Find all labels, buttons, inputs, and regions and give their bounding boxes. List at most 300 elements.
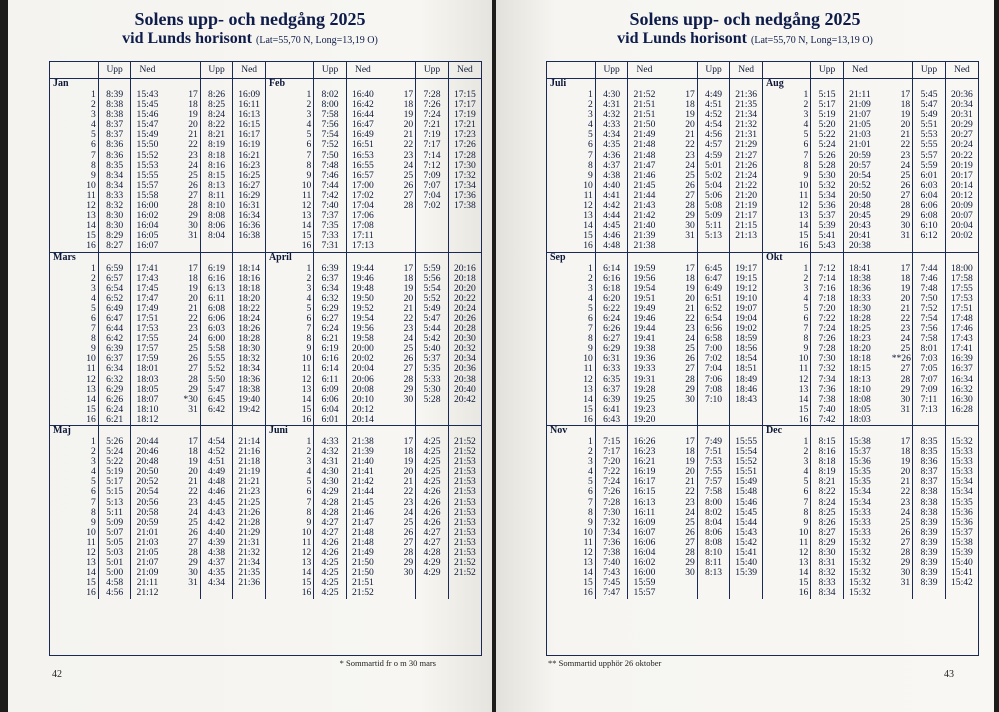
cell-blank [762, 274, 798, 284]
sunrise-time: 4:48 [595, 241, 628, 252]
cell-blank [164, 231, 180, 241]
sun-table-frame [49, 61, 482, 656]
cell-blank [379, 538, 395, 548]
sunrise-time: 6:04 [314, 405, 347, 415]
sunset-time: 17:19 [448, 110, 481, 120]
day-number: 8 [803, 160, 809, 171]
sunrise-time: 8:25 [200, 100, 233, 110]
sunrise-time: 6:03 [200, 324, 233, 334]
day-number: 2 [588, 447, 593, 458]
cell-blank [233, 426, 266, 438]
day-number: 11 [86, 537, 96, 548]
sunset-time: 16:44 [346, 110, 379, 120]
sunset-time: 18:18 [843, 354, 876, 364]
sunrise-time: 7:26 [595, 487, 628, 497]
cell-blank [661, 364, 677, 374]
cell-blank [913, 252, 946, 264]
header-blank [676, 62, 697, 79]
cell-blank [876, 548, 892, 558]
sunrise-time: 7:58 [697, 487, 730, 497]
sunset-time: 21:48 [628, 140, 661, 150]
sunset-time: 21:48 [346, 528, 379, 538]
sunset-time: 19:44 [346, 264, 379, 274]
sunset-time: 16:00 [628, 568, 661, 578]
cell-blank [876, 415, 892, 426]
table-row [50, 264, 481, 274]
cell-blank [265, 558, 301, 568]
cell-blank [50, 231, 86, 241]
day-number: 22 [188, 313, 198, 324]
day-number: 5 [91, 303, 96, 314]
cell-blank [50, 264, 86, 274]
cell-blank [265, 191, 301, 201]
cell-blank [233, 241, 266, 252]
sunrise-time: 7:14 [416, 151, 449, 161]
cell-blank [50, 181, 86, 191]
sunset-time: 21:17 [730, 211, 763, 221]
cell-blank [379, 508, 395, 518]
sunrise-time: 6:19 [200, 264, 233, 274]
sunrise-time: 6:24 [98, 405, 131, 415]
cell-blank [676, 252, 697, 264]
cell-blank [50, 314, 86, 324]
sun-table-frame [546, 61, 979, 656]
day-number: 7 [91, 497, 96, 508]
cell-blank [876, 487, 892, 497]
sunset-time: 20:38 [843, 241, 876, 252]
cell-blank [876, 375, 892, 385]
day-number: 28 [188, 548, 198, 559]
header-blank [265, 62, 301, 79]
day-number: 6 [91, 487, 96, 498]
day-number: 5 [803, 303, 809, 314]
cell-blank [661, 100, 677, 110]
sunset-time: 19:41 [628, 334, 661, 344]
cell-blank [379, 90, 395, 100]
sunset-time: 21:43 [628, 201, 661, 211]
day-number: 3 [91, 457, 96, 468]
cell-blank [395, 588, 416, 598]
day-number: 26 [188, 354, 198, 365]
sunrise-time: 6:47 [98, 314, 131, 324]
cell-blank [379, 487, 395, 497]
cell-blank [547, 558, 583, 568]
cell-blank [50, 90, 86, 100]
sunset-time: 21:52 [628, 90, 661, 100]
sunrise-time: 6:09 [314, 385, 347, 395]
day-number: 24 [188, 334, 198, 345]
day-number: 24 [188, 160, 198, 171]
cell-blank [379, 140, 395, 150]
sunrise-time: 4:54 [697, 120, 730, 130]
header-down: Ned [730, 62, 763, 79]
sunset-time: 21:19 [730, 201, 763, 211]
table-row [547, 130, 978, 140]
sunset-time: 15:32 [843, 558, 876, 568]
sunrise-time: 8:34 [811, 588, 844, 598]
sunset-time: 21:53 [448, 477, 481, 487]
day-number: 23 [403, 497, 414, 508]
sunset-time: 21:44 [346, 487, 379, 497]
sunset-time: 21:15 [730, 221, 763, 231]
cell-blank [798, 252, 811, 264]
sunrise-time: 5:19 [811, 110, 844, 120]
sunrise-time: 7:28 [811, 344, 844, 354]
cell-blank [265, 578, 301, 588]
sunset-time: 16:19 [233, 140, 266, 150]
table-row [50, 151, 481, 161]
cell-blank [233, 79, 266, 91]
cell-blank [547, 171, 583, 181]
sunset-time: 15:37 [945, 528, 978, 538]
sunrise-time: 6:24 [314, 324, 347, 334]
cell-blank [164, 415, 180, 426]
cell-blank [762, 568, 798, 578]
day-number: 22 [685, 313, 695, 324]
day-number: 15 [301, 578, 312, 589]
month-name-row [50, 79, 481, 91]
cell-blank [628, 426, 661, 438]
day-number: 8 [306, 334, 312, 345]
day-number: 18 [900, 100, 911, 111]
day-number: 11 [302, 364, 312, 375]
sunrise-time: 6:42 [98, 334, 131, 344]
sunset-time: 16:30 [945, 395, 978, 405]
sunrise-time: 7:44 [913, 264, 946, 274]
sunrise-time: 4:32 [314, 447, 347, 457]
day-number: 28 [403, 201, 414, 212]
cell-blank [265, 314, 301, 324]
day-number: 11 [302, 190, 312, 201]
cell-blank [876, 364, 892, 374]
cell-blank [448, 211, 481, 221]
day-number: 7 [91, 150, 96, 161]
day-number: 31 [188, 404, 198, 415]
cell-blank [876, 264, 892, 274]
table-row [50, 120, 481, 130]
sunset-time: 21:29 [730, 140, 763, 150]
sunset-time: 15:35 [843, 477, 876, 487]
sunrise-time: 5:28 [416, 395, 449, 405]
day-number: 19 [188, 457, 198, 468]
sunset-time: 16:17 [628, 477, 661, 487]
cell-blank [265, 457, 301, 467]
day-number: 2 [306, 447, 312, 458]
cell-blank [379, 304, 395, 314]
cell-blank [50, 568, 86, 578]
sunset-time: 16:02 [131, 211, 164, 221]
day-number: 24 [403, 507, 414, 518]
cell-blank [164, 90, 180, 100]
cell-blank [379, 588, 395, 598]
sunset-time: 19:56 [628, 274, 661, 284]
cell-blank [547, 264, 583, 274]
cell-blank [164, 110, 180, 120]
sunrise-time: 8:30 [811, 548, 844, 558]
sunrise-time: 7:24 [811, 324, 844, 334]
sunrise-time: 7:43 [595, 568, 628, 578]
day-number: 12 [301, 548, 312, 559]
sunrise-time: 5:17 [98, 477, 131, 487]
sunset-time: 21:09 [131, 568, 164, 578]
day-number: 6 [803, 487, 809, 498]
sunset-time: 15:59 [628, 578, 661, 588]
sunrise-time: 7:36 [595, 538, 628, 548]
sunset-time: 20:54 [843, 171, 876, 181]
cell-blank [164, 171, 180, 181]
day-number: 12 [798, 374, 809, 385]
cell-blank [416, 252, 449, 264]
day-number: 17 [403, 90, 414, 100]
sunrise-time: 6:26 [98, 395, 131, 405]
day-number: 24 [900, 160, 911, 171]
table-row [547, 385, 978, 395]
cell-blank [547, 498, 583, 508]
day-number: 15 [86, 231, 96, 242]
sunset-time: 15:42 [945, 578, 978, 588]
cell-blank [697, 252, 730, 264]
day-number: 30 [900, 568, 911, 579]
day-number: 21 [188, 303, 198, 314]
sunrise-time: 8:04 [697, 518, 730, 528]
table-row [547, 191, 978, 201]
day-number: 16 [798, 241, 809, 252]
day-number: 30 [685, 394, 695, 405]
table-row [547, 264, 978, 274]
cell-blank [50, 151, 86, 161]
cell-blank [395, 241, 416, 252]
day-number: 23 [900, 150, 911, 161]
sunset-time: 21:22 [730, 181, 763, 191]
sunrise-time: 6:20 [595, 294, 628, 304]
cell-blank [50, 241, 86, 252]
sunrise-time: 4:52 [200, 447, 233, 457]
day-number: 8 [91, 507, 96, 518]
sunset-time: 21:27 [730, 151, 763, 161]
cell-blank [762, 264, 798, 274]
day-number: 11 [583, 537, 593, 548]
header-blank [179, 62, 200, 79]
sunset-time: 15:34 [843, 487, 876, 497]
day-number: 11 [86, 190, 96, 201]
cell-blank [762, 151, 798, 161]
sunrise-time: 8:27 [98, 241, 131, 252]
header-up: Upp [697, 62, 730, 79]
sunset-time: 18:10 [843, 385, 876, 395]
cell-blank [661, 79, 677, 91]
table-row [50, 487, 481, 497]
cell-blank [676, 79, 697, 91]
sunrise-time: 5:37 [416, 354, 449, 364]
day-number: 21 [900, 303, 911, 314]
sunset-time: 19:52 [346, 304, 379, 314]
day-number: 28 [403, 374, 414, 385]
cell-blank [265, 231, 301, 241]
sunset-time: 16:28 [945, 405, 978, 415]
table-row [50, 211, 481, 221]
sunrise-time: 8:26 [811, 518, 844, 528]
day-number: 30 [403, 394, 414, 405]
sunrise-time: 7:12 [811, 264, 844, 274]
sunset-time: 19:56 [346, 324, 379, 334]
day-number: 17 [685, 437, 695, 447]
sunset-time: 19:40 [233, 395, 266, 405]
day-number: 21 [685, 303, 695, 314]
table-row [50, 314, 481, 324]
table-row [547, 568, 978, 578]
cell-blank [379, 415, 395, 426]
table-row [547, 437, 978, 447]
day-number: 3 [803, 110, 809, 121]
day-number: 25 [188, 344, 198, 355]
sunrise-time: 8:06 [200, 221, 233, 231]
sunrise-time: 8:29 [98, 231, 131, 241]
sunset-time: 19:12 [730, 284, 763, 294]
sunset-time: 15:43 [730, 528, 763, 538]
sunrise-time: 6:44 [98, 324, 131, 334]
table-row [50, 90, 481, 100]
sunset-time: 16:51 [346, 140, 379, 150]
sunrise-time: 6:22 [595, 304, 628, 314]
sunset-time: 16:09 [233, 90, 266, 100]
sunset-time: 15:52 [730, 457, 763, 467]
cell-blank [346, 252, 379, 264]
sunset-time: 15:35 [945, 498, 978, 508]
sunrise-time: 6:27 [314, 314, 347, 324]
sunrise-time: 7:58 [314, 110, 347, 120]
cell-blank [314, 252, 347, 264]
sunset-time: 21:41 [346, 467, 379, 477]
cell-blank [595, 426, 628, 438]
sunrise-time: 5:52 [416, 294, 449, 304]
sunrise-time: 4:54 [200, 437, 233, 447]
sunset-time: 19:15 [730, 274, 763, 284]
cell-blank [762, 140, 798, 150]
sunset-time: 15:38 [945, 538, 978, 548]
sunset-time: 15:40 [730, 558, 763, 568]
sunset-time: 15:33 [843, 528, 876, 538]
sunset-time: 15:32 [945, 437, 978, 447]
cell-blank [676, 426, 697, 438]
day-number: 15 [86, 578, 96, 589]
sunset-time: 21:45 [628, 181, 661, 191]
cell-blank [50, 191, 86, 201]
sunrise-time: 8:18 [811, 457, 844, 467]
sunset-time: 15:36 [843, 457, 876, 467]
sunrise-time: 4:26 [314, 548, 347, 558]
day-number: 19 [900, 110, 911, 121]
sunrise-time: 5:30 [416, 385, 449, 395]
sunrise-time: 8:34 [98, 171, 131, 181]
sunset-time: 17:41 [131, 264, 164, 274]
sunrise-time: 6:29 [98, 385, 131, 395]
subtitle: vid Lunds horisont [122, 30, 252, 47]
cell-blank [876, 477, 892, 487]
cell-blank [876, 324, 892, 334]
day-number: 8 [91, 334, 96, 345]
sunset-time: 21:42 [346, 477, 379, 487]
sunset-time: 21:20 [730, 191, 763, 201]
day-number: 17 [403, 437, 414, 447]
sunset-time: 16:00 [131, 201, 164, 211]
sunrise-time: 5:22 [811, 130, 844, 140]
cell-blank [547, 375, 583, 385]
day-number: 2 [803, 100, 809, 111]
cell-blank [379, 161, 395, 171]
sunrise-time: 5:01 [98, 558, 131, 568]
day-number: 10 [798, 527, 809, 538]
cell-blank [876, 274, 892, 284]
cell-blank [416, 211, 449, 221]
sunrise-time: 6:06 [314, 395, 347, 405]
cell-blank [395, 79, 416, 91]
cell-blank [265, 294, 301, 304]
cell-blank [661, 252, 677, 264]
header-down: Ned [131, 62, 164, 79]
sunrise-time: 7:46 [913, 274, 946, 284]
sunset-time: 21:52 [448, 447, 481, 457]
cell-blank [200, 241, 233, 252]
table-row [547, 375, 978, 385]
day-number: 21 [685, 130, 695, 141]
sunrise-time: 6:42 [200, 405, 233, 415]
table-row [50, 231, 481, 241]
cell-blank [265, 437, 301, 447]
sunset-time: 21:39 [628, 231, 661, 241]
cell-blank [547, 437, 583, 447]
cell-blank [200, 79, 233, 91]
day-number: 22 [900, 313, 911, 324]
sunrise-time: 7:24 [595, 477, 628, 487]
day-number: 1 [306, 90, 312, 100]
day-number: 1 [91, 437, 96, 447]
day-number: 5 [91, 130, 96, 141]
sunset-time: 18:25 [843, 324, 876, 334]
day-number: 23 [188, 497, 198, 508]
sunset-time: 21:42 [628, 211, 661, 221]
table-row [547, 487, 978, 497]
cell-blank [762, 231, 798, 241]
header-blank [661, 62, 677, 79]
header-down: Ned [233, 62, 266, 79]
cell-blank [547, 120, 583, 130]
day-number: 24 [403, 160, 414, 171]
cell-blank [892, 588, 913, 598]
table-row [547, 314, 978, 324]
day-number: 12 [798, 201, 809, 212]
sunset-time: 15:32 [843, 538, 876, 548]
cell-blank [301, 252, 314, 264]
cell-blank [547, 294, 583, 304]
sunrise-time: 8:39 [913, 538, 946, 548]
sunset-time: 21:31 [233, 538, 266, 548]
sunset-time: 21:38 [346, 437, 379, 447]
day-number: 23 [188, 324, 198, 335]
table-row [50, 405, 481, 415]
sunset-time: 17:26 [448, 140, 481, 150]
sunrise-time: 5:53 [913, 130, 946, 140]
sunrise-time: 7:38 [811, 395, 844, 405]
day-number: 1 [91, 263, 96, 274]
day-number: 25 [685, 170, 695, 181]
cell-blank [762, 211, 798, 221]
sunrise-time: 5:19 [98, 467, 131, 477]
day-number: 18 [685, 273, 695, 284]
table-row [50, 437, 481, 447]
cell-blank [98, 79, 131, 91]
cell-blank [233, 588, 266, 598]
sunset-time: 16:11 [233, 100, 266, 110]
